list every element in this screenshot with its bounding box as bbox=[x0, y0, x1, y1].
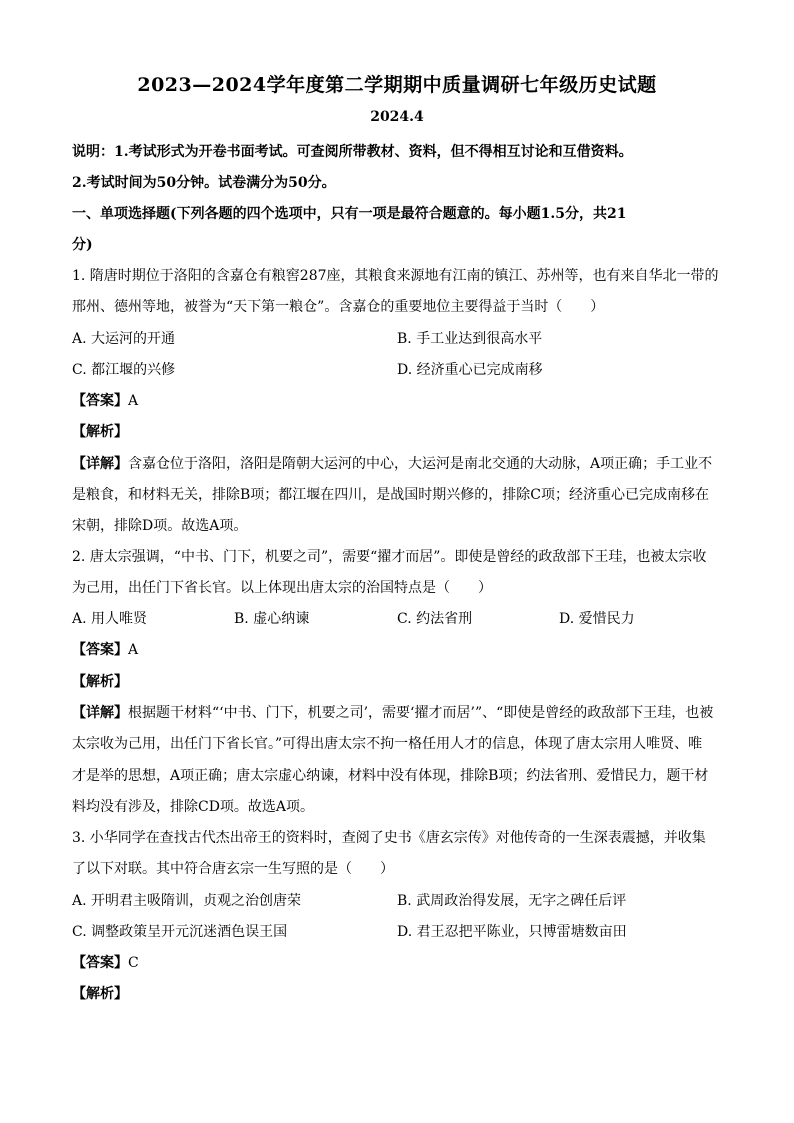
q3-option-c: C. 调整政策呈开元沉迷酒色误王国 bbox=[72, 924, 288, 940]
q2-option-d: D. 爱惜民力 bbox=[559, 611, 635, 627]
q1-option-a: A. 大运河的开通 bbox=[72, 331, 176, 347]
q3-answer bbox=[72, 952, 139, 972]
detail-text: 根据题干材料“‘中书、门下，机要之司’，需要‘擢才而居’”、“即使是曾经的政敌部下王珪，也被 bbox=[128, 705, 714, 721]
q2-detail-line-3: 才是举的思想，A项正确；唐太宗虚心纳谏，材料中没有体现，排除B项；约法省刑、爱惜民力，题干材 bbox=[72, 768, 709, 784]
instructions-line-2: 2.考试时间为50分钟。试卷满分为50分。 bbox=[72, 175, 336, 191]
q1-stem-line-2: 邢州、德州等地，被誉为“天下第一粮仓”。含嘉仓的重要地位主要得益于当时（ ） bbox=[72, 299, 605, 315]
answer-value: A bbox=[128, 393, 139, 409]
detail-tag: 【详解】 bbox=[72, 705, 128, 721]
detail-text: 含嘉仓位于洛阳，洛阳是隋朝大运河的中心，大运河是南北交通的大动脉，A项正确；手工业不 bbox=[128, 456, 713, 472]
answer-tag: 【答案】 bbox=[72, 393, 128, 409]
answer-value: A bbox=[128, 642, 139, 658]
section-heading-line-2: 分) bbox=[72, 237, 93, 253]
q1-option-d: D. 经济重心已完成南移 bbox=[397, 362, 543, 378]
q3-option-a: A. 开明君主吸隋训，贞观之治创唐荣 bbox=[72, 893, 302, 909]
q2-stem-line-2: 为己用，出任门下省长官。以上体现出唐太宗的治国特点是（ ） bbox=[72, 580, 492, 596]
detail-tag: 【详解】 bbox=[72, 456, 128, 472]
q3-stem-line-2: 了以下对联。其中符合唐玄宗一生写照的是（ ） bbox=[72, 861, 394, 877]
q1-detail-line-2: 是粮食，和材料无关，排除B项；都江堰在四川，是战国时期兴修的，排除C项；经济重心已完成南移在 bbox=[72, 487, 709, 503]
q1-analysis-tag: 【解析】 bbox=[72, 424, 128, 440]
q2-option-b: B. 虚心纳谏 bbox=[234, 611, 310, 627]
exam-title: 2023—2024学年度第二学期期中质量调研七年级历史试题 bbox=[137, 74, 657, 96]
q2-stem-line-1: 2. 唐太宗强调，“中书、门下，机要之司”，需要“擢才而居”。即使是曾经的政敌部下王珪，也被太宗收 bbox=[72, 549, 707, 565]
instructions-line-1: 说明：1.考试形式为开卷书面考试。可查阅所带教材、资料，但不得相互讨论和互借资料。 bbox=[72, 144, 633, 160]
q1-option-c: C. 都江堰的兴修 bbox=[72, 362, 176, 378]
q3-analysis-tag: 【解析】 bbox=[72, 986, 128, 1002]
q2-option-a: A. 用人唯贤 bbox=[72, 611, 148, 627]
q1-detail-line-1 bbox=[72, 453, 712, 473]
answer-tag: 【答案】 bbox=[72, 955, 128, 971]
q1-stem-line-1: 1. 隋唐时期位于洛阳的含嘉仓有粮窖287座，其粮食来源地有江南的镇江、苏州等，也有来自华北一带的 bbox=[72, 268, 719, 284]
q3-option-b: B. 武周政治得发展，无字之碑任后评 bbox=[397, 893, 627, 909]
q2-option-c: C. 约法省刑 bbox=[397, 611, 473, 627]
q2-answer bbox=[72, 639, 138, 659]
q2-detail-line-2: 太宗收为己用，出任门下省长官。”可得出唐太宗不拘一格任用人才的信息，体现了唐太宗用人唯贤、唯 bbox=[72, 736, 703, 752]
section-heading-line-1: 一、单项选择题(下列各题的四个选项中，只有一项是最符合题意的。每小题1.5分，共21 bbox=[72, 206, 627, 222]
q2-detail-line-1 bbox=[72, 702, 713, 722]
q1-option-b: B. 手工业达到很高水平 bbox=[397, 331, 543, 347]
q3-option-d: D. 君王忍把平陈业，只博雷塘数亩田 bbox=[397, 924, 627, 940]
q1-answer bbox=[72, 390, 138, 410]
exam-date: 2024.4 bbox=[370, 109, 424, 125]
q2-analysis-tag: 【解析】 bbox=[72, 674, 128, 690]
q2-detail-line-4: 料均没有涉及，排除CD项。故选A项。 bbox=[72, 799, 315, 815]
answer-tag: 【答案】 bbox=[72, 642, 128, 658]
q3-stem-line-1: 3. 小华同学在查找古代杰出帝王的资料时，查阅了史书《唐玄宗传》对他传奇的一生深表震撼，并收集 bbox=[72, 830, 706, 846]
q1-detail-line-3: 宋朝，排除D项。故选A项。 bbox=[72, 518, 248, 534]
answer-value: C bbox=[128, 955, 139, 971]
